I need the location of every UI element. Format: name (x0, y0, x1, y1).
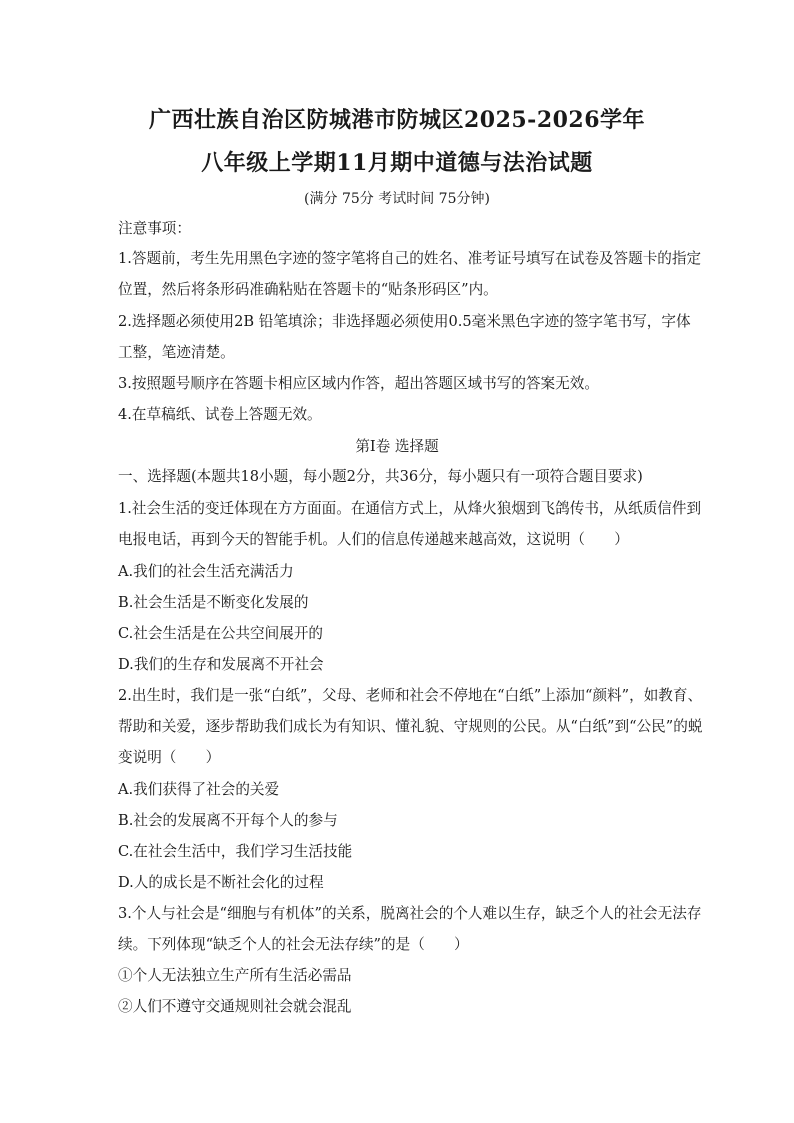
exam-title-line1: 广西壮族自治区防城港市防城区2025-2026学年 (148, 107, 646, 133)
question-2-option-d: D.人的成长是不断社会化的过程 (118, 874, 324, 891)
question-3-item-2: ②人们不遵守交通规则社会就会混乱 (118, 998, 352, 1015)
question-1-option-d: D.我们的生存和发展离不开社会 (118, 656, 324, 673)
notes-heading: 注意事项： (118, 220, 191, 237)
question-2-option-a: A.我们获得了社会的关爱 (118, 781, 280, 798)
question-1-line1: 1.社会生活的变迁体现在方方面面。在通信方式上，从烽火狼烟到飞鸽传书，从纸质信件到 (118, 500, 702, 517)
note-item-1-line2: 位置，然后将条形码准确粘贴在答题卡的“贴条形码区”内。 (118, 281, 498, 298)
note-item-1-line1: 1.答题前，考生先用黑色字迹的签字笔将自己的姓名、准考证号填写在试卷及答题卡的指定 (118, 250, 702, 267)
note-item-3: 3.按照题号顺序在答题卡相应区域内作答，超出答题区域书写的答案无效。 (118, 375, 599, 392)
section-instruction: 一、选择题(本题共18小题，每小题2分，共36分，每小题只有一项符合题目要求) (118, 468, 643, 485)
question-2-option-b: B.社会的发展离不开每个人的参与 (118, 812, 338, 829)
question-1-option-c: C.社会生活是在公共空间展开的 (118, 625, 324, 642)
exam-title-line2: 八年级上学期11月期中道德与法治试题 (201, 150, 593, 176)
question-2-option-c: C.在社会生活中，我们学习生活技能 (118, 843, 353, 860)
note-item-2-line2: 工整，笔迹清楚。 (118, 344, 235, 361)
question-2-line2: 帮助和关爱，逐步帮助我们成长为有知识、懂礼貌、守规则的公民。从“白纸”到“公民”的蜕 (118, 718, 703, 735)
exam-subtitle: (满分 75分 考试时间 75分钟) (304, 191, 490, 207)
question-3-line1: 3.个人与社会是“细胞与有机体”的关系，脱离社会的个人难以生存，缺乏个人的社会无法存 (118, 905, 702, 922)
question-3-line2: 续。下列体现“缺乏个人的社会无法存续”的是（ ） (118, 936, 469, 953)
section-title: 第Ⅰ卷 选择题 (355, 438, 439, 455)
question-1-line2: 电报电话，再到今天的智能手机。人们的信息传递越来越高效，这说明（ ） (118, 531, 629, 548)
question-1-option-a: A.我们的社会生活充满活力 (118, 563, 294, 580)
note-item-2-line1: 2.选择题必须使用2B 铅笔填涂；非选择题必须使用0.5毫米黑色字迹的签字笔书写，字体 (118, 313, 691, 330)
question-3-item-1: ①个人无法独立生产所有生活必需品 (118, 967, 352, 984)
question-1-option-b: B.社会生活是不断变化发展的 (118, 594, 309, 611)
question-2-line1: 2.出生时，我们是一张“白纸”，父母、老师和社会不停地在“白纸”上添加“颜料”，如教育、 (118, 687, 703, 704)
note-item-4: 4.在草稿纸、试卷上答题无效。 (118, 406, 322, 423)
question-2-line3: 变说明（ ） (118, 749, 221, 766)
